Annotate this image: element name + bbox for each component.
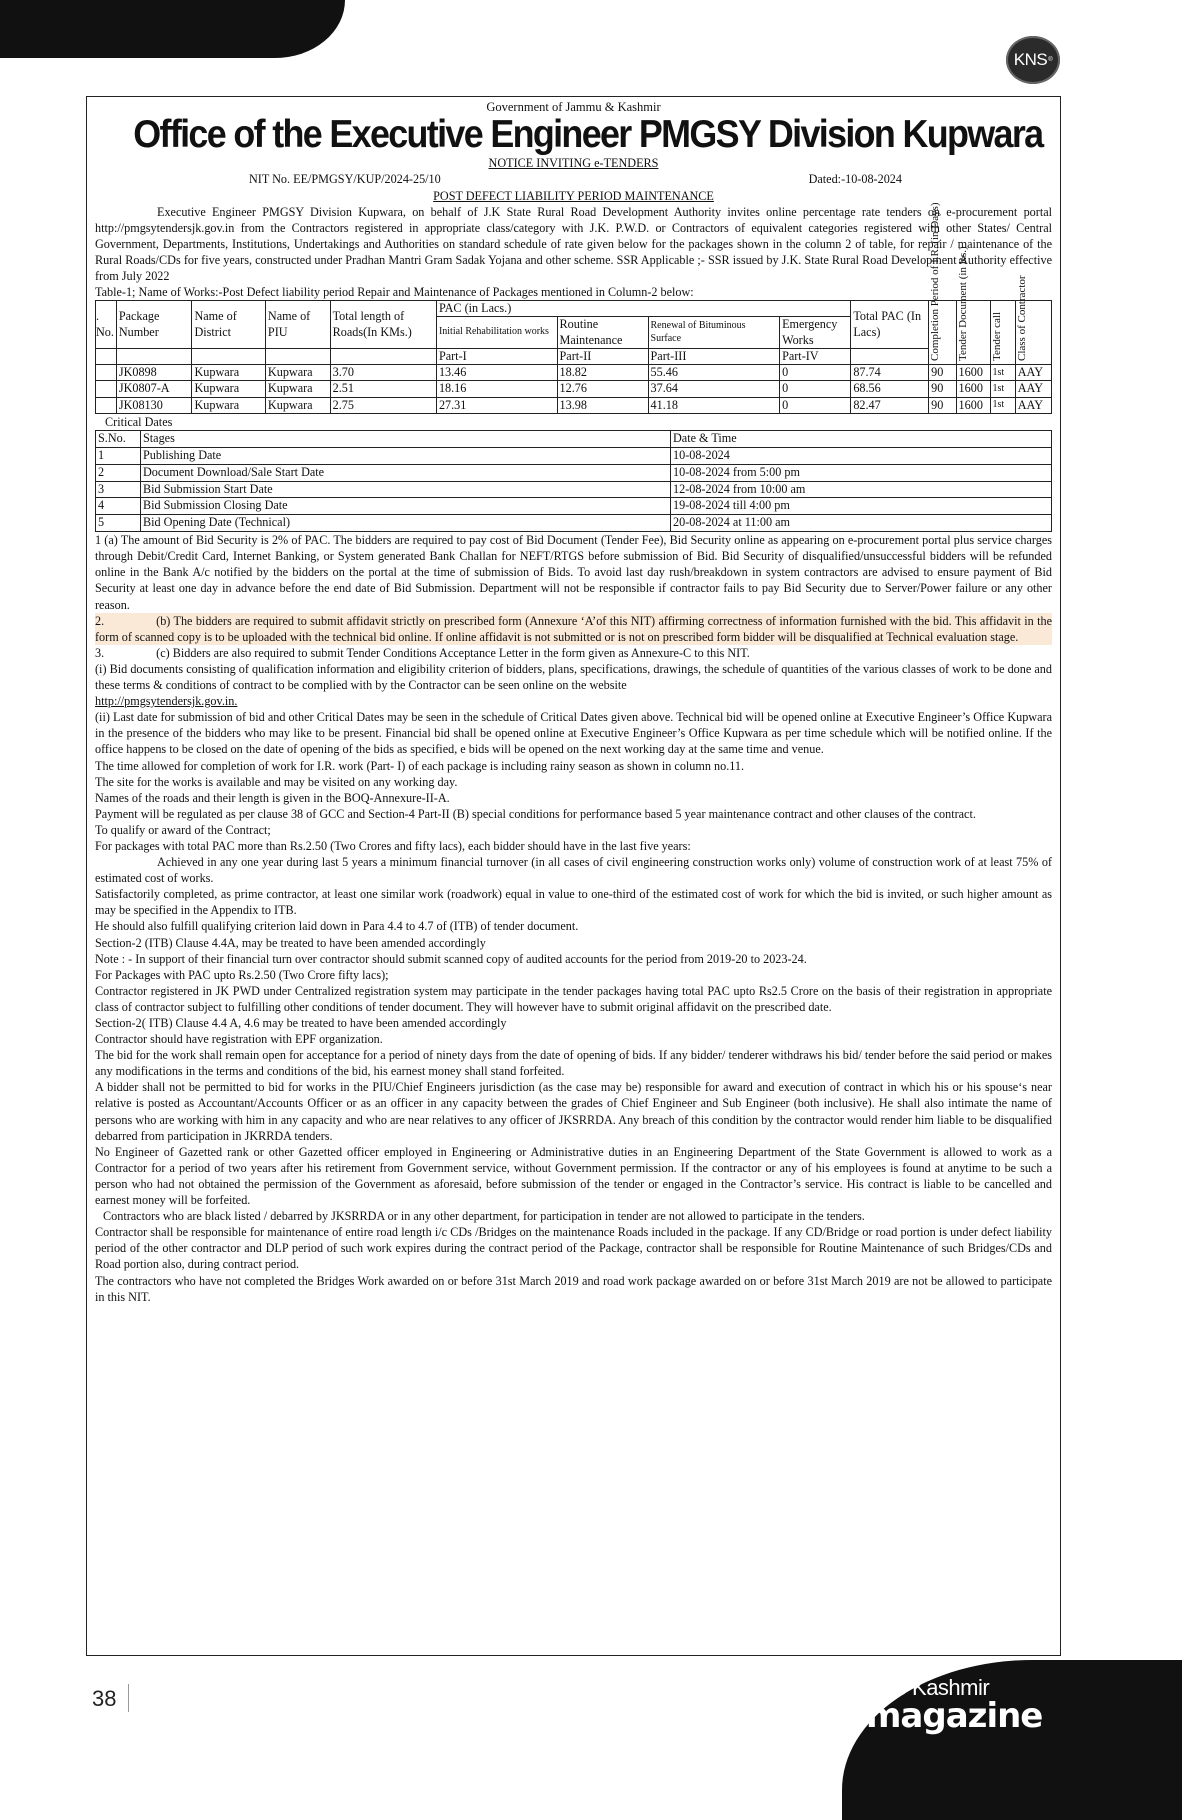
cell-total: 68.56 <box>851 381 929 397</box>
intro-paragraph: Executive Engineer PMGSY Division Kupwara, on behalf of J.K State Rural Road Development Authority invites online percentage rate tenders on e-procurement portal http://pmgsytendersjk.gov.in from the Contractors registered in appropriate class/category with J.K. P.W.D. or Contractors of equivalent categories registered with other States/ Central Government, Departments, Institutions, Undertakings and Authorities on standard schedule of rate given below for the packages shown in the column 2 of table, for repair / maintenance of the Rural Roads/CDs for five years, constructed under Pradhan Mantri Gram Sadak Yojana and other scheme. SSR Applicable ;- SSR issued by J.K. State Rural Road Development Authority effective from July 2022 <box>95 204 1052 283</box>
col-sno: S.No. <box>96 431 141 448</box>
paragraph: Contractor registered in JK PWD under Centralized registration system may participate in the tender packages having total PAC upto Rs2.5 Crore on the basis of their registration in appropriate class of contractor subject to fulfilling other conditions of tender document. They will however have to submit original affidavit on the prescribed date. <box>95 983 1052 1014</box>
paragraph: He should also fulfill qualifying criterion laid down in Para 4.4 to 4.7 of (ITB) of tender document. <box>95 919 579 934</box>
cell-part2: 18.82 <box>557 365 648 381</box>
col-district: Name of District <box>192 301 265 349</box>
cell-package: JK08130 <box>116 397 192 413</box>
cell-district: Kupwara <box>192 397 265 413</box>
part-1-label: Part-I <box>436 348 557 364</box>
cell-doc: 1600 <box>956 381 990 397</box>
page-number-divider <box>128 1684 129 1712</box>
office-title: Office of the Executive Engineer PMGSY Division Kupwara <box>133 112 1043 156</box>
paragraph: Achieved in any one year during last 5 years a minimum financial turnover (in all cases of civil engineering construction works only) volume of construction work of at least 75% of estimated cost of works. <box>95 855 1052 886</box>
magazine-logo <box>866 1675 1043 1736</box>
paragraph: (ii) Last date for submission of bid and other Critical Dates may be seen in the schedule of Critical Dates given above. Technical bid will be opened online at Executive Engineer’s Office Kupwara in the presence of the bidders who may like to be present. Financial bid shall be opened online at Executive Engineer’s Office Kupwara as per time schedule which will be notified online. If the office happens to be closed on the date of opening of the bids as specified, e bids will be opened on the next working day at the same time and venue. <box>95 710 1052 757</box>
critical-dates-table <box>95 430 1052 532</box>
cell-part1: 18.16 <box>436 381 557 397</box>
cell-date: 19-08-2024 till 4:00 pm <box>671 498 1052 515</box>
notice-subject: POST DEFECT LIABILITY PERIOD MAINTENANCE <box>433 188 714 203</box>
kns-logo-text: KNS <box>1013 50 1048 69</box>
cell-piu: Kupwara <box>265 365 330 381</box>
cell-part4: 0 <box>780 397 851 413</box>
table1-caption: Table-1; Name of Works:-Post Defect liability period Repair and Maintenance of Packages mentioned in Column-2 below: <box>95 285 694 300</box>
cell-part3: 55.46 <box>648 365 780 381</box>
paragraph: To qualify or award of the Contract; <box>95 822 271 837</box>
cell-length: 2.51 <box>330 381 436 397</box>
cell-date: 20-08-2024 at 11:00 am <box>671 515 1052 532</box>
paragraph: Section-2 (ITB) Clause 4.4A, may be treated to have been amended accordingly <box>95 935 486 950</box>
cell-class: AAY <box>1015 365 1051 381</box>
paragraph: The contractors who have not completed the Bridges Work awarded on or before 31st March 2019 and road work package awarded on or before 31st March 2019 are not be allowed to participate in this NIT. <box>95 1273 1052 1304</box>
cell-class: AAY <box>1015 397 1051 413</box>
cell-call: 1st <box>990 381 1015 397</box>
cell-sno: 2 <box>96 464 141 481</box>
nit-row <box>95 171 1052 187</box>
cell-stage: Bid Submission Closing Date <box>141 498 671 515</box>
page-number: 38 <box>92 1686 117 1711</box>
cell-part1: 13.46 <box>436 365 557 381</box>
cell-doc: 1600 <box>956 397 990 413</box>
part-2-label: Part-II <box>557 348 648 364</box>
cell-call: 1st <box>990 397 1015 413</box>
col-tender-call: Tender call <box>990 301 1015 365</box>
table-row <box>96 447 1052 464</box>
paragraph: Payment will be regulated as per clause 38 of GCC and Section-4 Part-II (B) special conditions for performance based 5 year maintenance contract and other clauses of the contract. <box>95 806 976 821</box>
magazine-logo-line1: The Kashmir <box>870 1675 990 1700</box>
col-tender-doc: Tender Document (in Rs.) <box>956 301 990 365</box>
cell-sno: 3 <box>96 481 141 498</box>
part-4-label: Part-IV <box>780 348 851 364</box>
magazine-logo-line2: magazine <box>866 1696 1043 1736</box>
table-header-row <box>96 431 1052 448</box>
table-row <box>96 365 1052 381</box>
cell-period: 90 <box>929 381 956 397</box>
cell-date: 12-08-2024 from 10:00 am <box>671 481 1052 498</box>
paragraph: The bid for the work shall remain open for acceptance for a period of ninety days from the date of opening of bids. If any bidder/ tenderer withdraws his bid/ tender before the said period or makes any modifications in the terms and conditions of the bid, his earnest money shall stand forfeited. <box>95 1048 1052 1079</box>
cell-sno: 4 <box>96 498 141 515</box>
table-row <box>96 498 1052 515</box>
paragraph: Section-2( ITB) Clause 4.4 A, 4.6 may be treated to have been amended accordingly <box>95 1016 507 1030</box>
website-link[interactable]: http://pmgsytendersjk.gov.in. <box>95 694 238 709</box>
col-emergency: Emergency Works <box>780 317 851 349</box>
part-3-label: Part-III <box>648 348 780 364</box>
paragraph: 1 (a) The amount of Bid Security is 2% of PAC. The bidders are required to pay cost of Bid Document (Tender Fee), Bid Security online as appearing on e-procurement portal plus service charges through Debit/Credit Card, Internet Banking, or System generated Bank Challan for NEFT/RTGS before submission of Bid. Bid Security of disqualified/unsuccessful bidders will be refunded online in the Bank A/c notified by the bidders on the portal at the time of submission of Bids. To avoid last day rush/breakdown in system contractors are advised to ensure payment of Bid Security at least one day in advance before the end date of Bid Submission. Department will not be responsible if contractor fails to pay Bid Security due to Server/Power failure or any other reason. <box>95 533 1052 612</box>
paragraph: The time allowed for completion of work for I.R. work (Part- I) of each package is including rainy season as shown in column no.11. <box>95 758 745 773</box>
cell-part2: 13.98 <box>557 397 648 413</box>
table-header-row <box>96 301 1052 317</box>
paragraph: For Packages with PAC upto Rs.2.50 (Two Crore fifty lacs); <box>95 967 389 982</box>
cell-piu: Kupwara <box>265 381 330 397</box>
nit-number: NIT No. EE/PMGSY/KUP/2024-25/10 <box>249 172 441 187</box>
col-total: Total PAC (In Lacs) <box>851 301 929 349</box>
col-length: Total length of Roads(In KMs.) <box>330 301 436 349</box>
col-pac: PAC (in Lacs.) <box>436 301 850 317</box>
cell-stage: Document Download/Sale Start Date <box>141 464 671 481</box>
notice-title: NOTICE INVITING e-TENDERS <box>488 156 659 171</box>
table-row <box>96 515 1052 532</box>
cell-total: 82.47 <box>851 397 929 413</box>
paragraph: Names of the roads and their length is given in the BOQ-Annexure-II-A. <box>95 790 450 805</box>
cell-stage: Publishing Date <box>141 447 671 464</box>
cell-date: 10-08-2024 <box>671 447 1052 464</box>
cell-period: 90 <box>929 397 956 413</box>
paragraph: A bidder shall not be permitted to bid for works in the PIU/Chief Engineers jurisdiction (as the case may be) responsible for award and execution of contract in which his or his spouse‘s near relative is posted as Accountant/Accounts Officer or as an officer in any capacity between the grades of Chief Engineer and Sub Engineer (both inclusive). He shall also intimate the name of persons who are working with him in any capacity and who are near relatives to any officer of JKSRRDA. Any breach of this condition by the contractor would render him liable to be disqualified debarred from participation in JKRRDA tenders. <box>95 1080 1052 1143</box>
cell-package: JK0898 <box>116 365 192 381</box>
col-package: Package Number <box>116 301 192 349</box>
cell-part3: 37.64 <box>648 381 780 397</box>
cell-period: 90 <box>929 365 956 381</box>
col-stage: Stages <box>141 431 671 448</box>
cell-call: 1st <box>990 365 1015 381</box>
cell-stage: Bid Submission Start Date <box>141 481 671 498</box>
col-initial: Initial Rehabilitation works <box>436 317 557 349</box>
table-row <box>96 397 1052 413</box>
cell-class: AAY <box>1015 381 1051 397</box>
cell-date: 10-08-2024 from 5:00 pm <box>671 464 1052 481</box>
paragraph: 3. (c) Bidders are also required to submit Tender Conditions Acceptance Letter in the form given as Annexure-C to this NIT. <box>95 645 750 660</box>
paragraph: No Engineer of Gazetted rank or other Gazetted officer employed in Engineering or Administrative duties in an Engineering Department of the State Government is allowed to work as a Contractor for a period of two years after his retirement from Government service, without Government permission. If the contractor or any of his employees is found at anytime to be such a person who had not obtained the permission of the Government as aforesaid, before submission of the tender or engaged in the Contractor’s service. His contract is liable to be cancelled and earnest money will be forfeited. <box>95 1144 1052 1208</box>
paragraph-highlighted: 2. (b) The bidders are required to submit affidavit strictly on prescribed form (Annexure ‘A’of this NIT) affirming correctness of information furnished with the bid. This affidavit in the form of scanned copy is to be uploaded with the technical bid online. If online affidavit is not submitted or is not on prescribed form bidder will be disqualified at Technical evaluation stage. <box>95 613 1052 644</box>
paragraph: (i) Bid documents consisting of qualification information and eligibility criterion of bidders, plans, specifications, drawings, the schedule of quantities of the various classes of work to be done and these terms & conditions of contract to be complied with by the Contractor can be seen online on the website <box>95 661 1052 693</box>
paragraph: Satisfactorily completed, as prime contractor, at least one similar work (roadwork) equal in value to one-third of the estimated cost of work for which the bid is invited, or such higher amount as may be specified in the Appendix to ITB. <box>95 887 1052 918</box>
cell-part4: 0 <box>780 381 851 397</box>
col-completion: Completion Period of I.R. (in Days) <box>929 301 956 365</box>
cell-length: 2.75 <box>330 397 436 413</box>
col-date: Date & Time <box>671 431 1052 448</box>
cell-district: Kupwara <box>192 381 265 397</box>
cell-sno: 5 <box>96 515 141 532</box>
paragraph: Contractor shall be responsible for maintenance of entire road length i/c CDs /Bridges on the maintenance Roads included in the package. If any CD/Bridge or road portion is under defect liability period of the other contractor and DLP period of such work expires during the contract period of the Package, contractor shall be responsible for Routine Maintenance of such Bridges/CDs and Road portion also, during contract period. <box>95 1225 1052 1272</box>
kns-logo: KNS ® <box>1006 36 1060 84</box>
table-row <box>96 464 1052 481</box>
col-routine: Routine Maintenance <box>557 317 648 349</box>
col-class: Class of Contractor <box>1015 301 1051 365</box>
table-parts-row <box>96 348 1052 364</box>
table-row <box>96 481 1052 498</box>
cell-package: JK0807-A <box>116 381 192 397</box>
tender-notice <box>86 96 1061 1656</box>
critical-dates-title: Critical Dates <box>105 414 173 429</box>
notice-date: Dated:-10-08-2024 <box>808 172 902 187</box>
table-row <box>96 381 1052 397</box>
corner-decoration <box>0 0 345 58</box>
cell-length: 3.70 <box>330 365 436 381</box>
cell-doc: 1600 <box>956 365 990 381</box>
cell-sno: 1 <box>96 447 141 464</box>
cell-piu: Kupwara <box>265 397 330 413</box>
cell-stage: Bid Opening Date (Technical) <box>141 515 671 532</box>
paragraph: For packages with total PAC more than Rs.2.50 (Two Crores and fifty lacs), each bidder should have in the last five years: <box>95 838 691 853</box>
col-renewal: Renewal of Bituminous Surface <box>648 317 780 349</box>
cell-part4: 0 <box>780 365 851 381</box>
col-sno: . No. <box>96 301 117 349</box>
paragraph: Contractor should have registration with EPF organization. <box>95 1032 383 1047</box>
cell-district: Kupwara <box>192 365 265 381</box>
cell-part3: 41.18 <box>648 397 780 413</box>
cell-total: 87.74 <box>851 365 929 381</box>
paragraph: Contractors who are black listed / debarred by JKSRRDA or in any other department, for participation in tender are not allowed to participate in the tenders. <box>103 1209 865 1224</box>
col-piu: Name of PIU <box>265 301 330 349</box>
cell-part1: 27.31 <box>436 397 557 413</box>
cell-part2: 12.76 <box>557 381 648 397</box>
paragraph: Note : - In support of their financial turn over contractor should submit scanned copy of audited accounts for the period from 2019-20 to 2023-24. <box>95 951 807 966</box>
government-line: Government of Jammu & Kashmir <box>486 100 661 114</box>
paragraph: The site for the works is available and may be visited on any working day. <box>95 774 458 789</box>
